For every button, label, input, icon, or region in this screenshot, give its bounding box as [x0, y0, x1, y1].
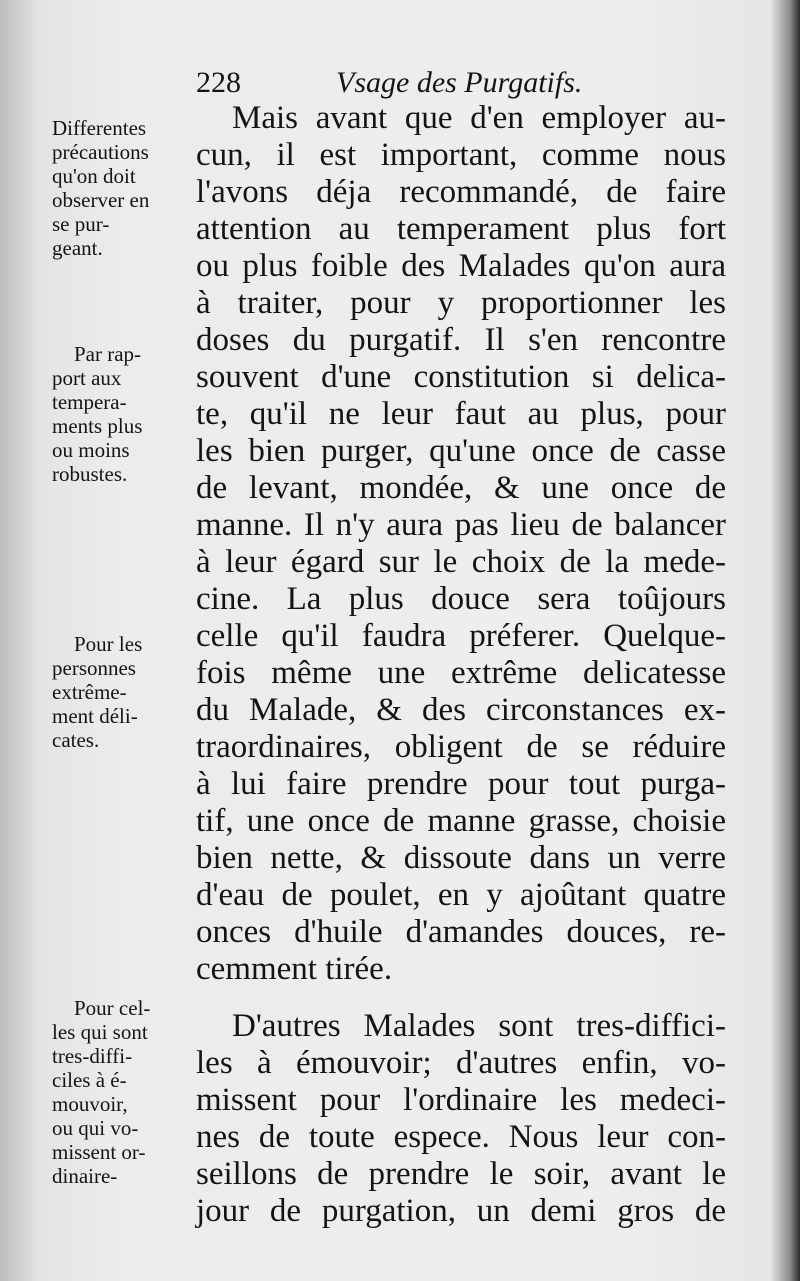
- text-line: nes de toute espece. Nous leur con-: [196, 1119, 726, 1155]
- margin-note-line: précautions: [52, 140, 149, 164]
- text-line: doses du purgatif. Il s'en rencontre: [196, 322, 726, 358]
- margin-note-line: ciles à é-: [52, 1068, 127, 1092]
- margin-note-line: cates.: [52, 728, 100, 752]
- margin-note-line: geant.: [52, 236, 103, 260]
- margin-note-line: ou moins: [52, 438, 130, 462]
- margin-note-line: Pour cel-: [74, 996, 151, 1020]
- margin-note-line: tres-diffi-: [52, 1044, 133, 1068]
- text-line: souvent d'une constitution si delica-: [196, 359, 726, 395]
- text-line: à lui faire prendre pour tout purga-: [196, 766, 726, 802]
- page-number: 228: [196, 66, 241, 99]
- text-line: du Malade, & des circonstances ex-: [196, 692, 726, 728]
- text-line: Mais avant que d'en employer au-: [232, 100, 726, 136]
- text-line: tif, une once de manne grasse, choisie: [196, 803, 726, 839]
- main-text: [196, 100, 726, 1230]
- text-line: les à émouvoir; d'autres enfin, vo-: [196, 1045, 726, 1081]
- text-line: cun, il est important, comme nous: [196, 137, 726, 173]
- margin-note-line: Pour les: [74, 632, 143, 656]
- text-line: celle qu'il faudra préferer. Quelque-: [196, 618, 726, 654]
- text-line: cemment tirée.: [196, 951, 393, 987]
- margin-note: [52, 632, 192, 752]
- text-line: seillons de prendre le soir, avant le: [196, 1156, 726, 1192]
- margin-note-line: qu'on doit: [52, 164, 136, 188]
- text-line: missent pour l'ordinaire les medeci-: [196, 1082, 726, 1118]
- margin-note-line: extrême-: [52, 680, 127, 704]
- margin-note-line: port aux: [52, 366, 122, 390]
- margin-note-line: robustes.: [52, 462, 128, 486]
- text-line: bien nette, & dissoute dans un verre: [196, 840, 726, 876]
- margin-note-line: dinaire-: [52, 1164, 118, 1188]
- text-line: les bien purger, qu'une once de casse: [196, 433, 726, 469]
- text-line: l'avons déja recommandé, de faire: [196, 174, 726, 210]
- margin-note-line: tempera-: [52, 390, 127, 414]
- text-line: de levant, mondée, & une once de: [196, 470, 726, 506]
- margin-note-line: Differentes: [52, 116, 147, 140]
- margin-note-line: missent or-: [52, 1140, 146, 1164]
- margin-note-line: ment déli-: [52, 704, 138, 728]
- text-line: attention au temperament plus fort: [196, 211, 726, 247]
- margin-note-line: observer en: [52, 188, 150, 212]
- text-line: jour de purgation, un demi gros de: [196, 1193, 726, 1229]
- margin-note-line: se pur-: [52, 212, 110, 236]
- text-line: te, qu'il ne leur faut au plus, pour: [196, 396, 726, 432]
- margin-note-line: personnes: [52, 656, 136, 680]
- text-line: à leur égard sur le choix de la mede-: [196, 544, 726, 580]
- text-line: D'autres Malades sont tres-diffici-: [232, 1008, 726, 1044]
- text-line: fois même une extrême delicatesse: [196, 655, 726, 691]
- margin-note-line: les qui sont: [52, 1020, 148, 1044]
- text-line: à traiter, pour y proportionner les: [196, 285, 726, 321]
- text-line: d'eau de poulet, en y ajoûtant quatre: [196, 877, 726, 913]
- margin-note: [52, 342, 192, 486]
- text-line: cine. La plus douce sera toûjours: [196, 581, 726, 617]
- text-line: traordinaires, obligent de se réduire: [196, 729, 726, 765]
- margin-note: [52, 996, 192, 1188]
- text-line: manne. Il n'y aura pas lieu de balancer: [196, 507, 726, 543]
- running-title: Vsage des Purgatifs.: [336, 66, 583, 99]
- margin-note-line: mouvoir,: [52, 1092, 128, 1116]
- margin-note-line: ments plus: [52, 414, 143, 438]
- margin-note-line: Par rap-: [74, 342, 142, 366]
- text-line: ou plus foible des Malades qu'on aura: [196, 248, 726, 284]
- text-line: onces d'huile d'amandes douces, re-: [196, 914, 726, 950]
- margin-note-line: ou qui vo-: [52, 1116, 139, 1140]
- margin-note: [52, 116, 192, 260]
